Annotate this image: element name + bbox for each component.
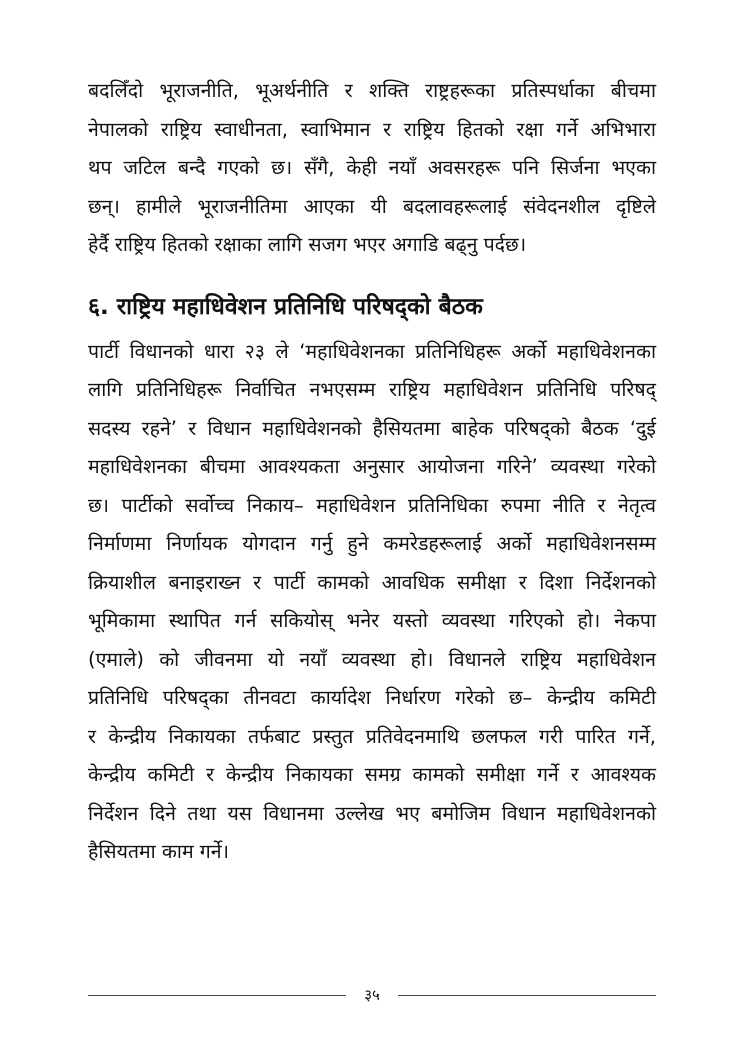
text-line: थप जटिल बन्दै गएको छ। सँगै, केही नयाँ अवसरहरू पनि सिर्जना भएका bbox=[88, 156, 656, 179]
text-line: महाधिवेशनका बीचमा आवश्यकता अनुसार आयोजना गरिने’ व्यवस्था गरेको bbox=[88, 455, 656, 478]
text-line: र केन्द्रीय निकायका तर्फबाट प्रस्तुत प्रतिवेदनमाथि छलफल गरी पारित गर्ने, bbox=[88, 724, 656, 748]
body-paragraph-2 bbox=[88, 333, 656, 872]
text-line: क्रियाशील बनाइराख्न र पार्टी कामको आवधिक समीक्षा र दिशा निर्देशनको bbox=[88, 570, 656, 594]
text-line: केन्द्रीय कमिटी र केन्द्रीय निकायका समग्र कामको समीक्षा गर्ने र आवश्यक bbox=[88, 763, 656, 786]
text-line: छ। पार्टीको सर्वोच्च निकाय– महाधिवेशन प्रतिनिधिका रुपमा नीति र नेतृत्व bbox=[88, 493, 656, 517]
page-number: ३५ bbox=[364, 986, 380, 1004]
text-line: नेपालको राष्ट्रिय स्वाधीनता, स्वाभिमान र राष्ट्रिय हितको रक्षा गर्ने अभिभारा bbox=[88, 117, 656, 141]
page-footer bbox=[88, 985, 656, 1005]
text-line: हेर्दै राष्ट्रिय हितको रक्षाका लागि सजग भएर अगाडि बढ्नु पर्दछ। bbox=[88, 233, 527, 256]
text-line: सदस्य रहने’ र विधान महाधिवेशनको हैसियतमा बाहेक परिषद्को बैठक ‘दुई bbox=[88, 416, 656, 440]
footer-rule-left bbox=[88, 995, 346, 996]
text-line: (एमाले) को जीवनमा यो नयाँ व्यवस्था हो। विधानले राष्ट्रिय महाधिवेशन bbox=[88, 647, 656, 671]
text-line: पार्टी विधानको धारा २३ ले ‘महाधिवेशनका प्रतिनिधिहरू अर्को महाधिवेशनका bbox=[88, 339, 656, 363]
text-line: निर्माणमा निर्णायक योगदान गर्नु हुने कमरेडहरूलाई अर्को महाधिवेशनसम्म bbox=[88, 532, 656, 555]
text-line: छन्। हामीले भूराजनीतिमा आएका यी बदलावहरूलाई संवेदनशील दृष्टिले bbox=[88, 194, 656, 218]
document-page bbox=[88, 72, 656, 872]
section-heading: ६. राष्ट्रिय महाधिवेशन प्रतिनिधि परिषद्को बैठक bbox=[88, 293, 483, 320]
text-line: भूमिकामा स्थापित गर्न सकियोस् भनेर यस्तो व्यवस्था गरिएको हो। नेकपा bbox=[88, 609, 656, 632]
text-line: बदलिँदो भूराजनीति, भूअर्थनीति र शक्ति राष्ट्रहरूका प्रतिस्पर्धाका बीचमा bbox=[88, 79, 656, 102]
text-line: लागि प्रतिनिधिहरू निर्वाचित नभएसम्म राष्ट्रिय महाधिवेशन प्रतिनिधि परिषद् bbox=[88, 378, 656, 401]
footer-rule-right bbox=[398, 995, 656, 996]
text-line: निर्देशन दिने तथा यस विधानमा उल्लेख भए बमोजिम विधान महाधिवेशनको bbox=[88, 801, 656, 825]
text-line: हैसियतमा काम गर्ने। bbox=[88, 840, 229, 863]
body-paragraph-1 bbox=[88, 72, 656, 265]
text-line: प्रतिनिधि परिषद्का तीनवटा कार्यादेश निर्धारण गरेको छ– केन्द्रीय कमिटी bbox=[88, 686, 656, 709]
